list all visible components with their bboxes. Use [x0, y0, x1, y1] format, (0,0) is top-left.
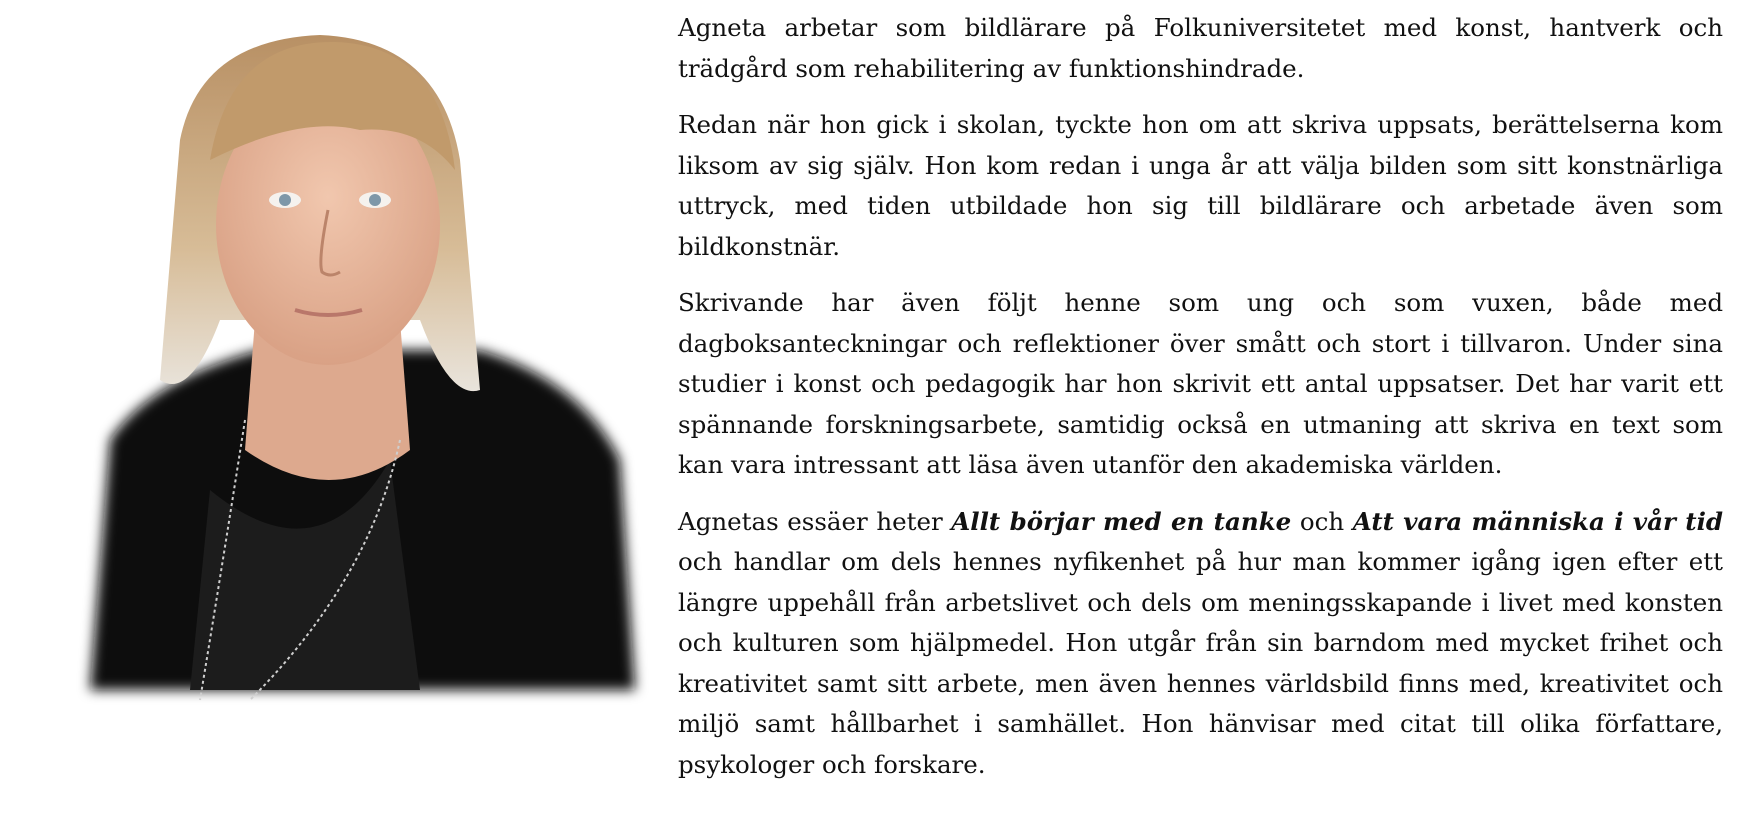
bio-text: [678, 8, 1723, 801]
essay-title-2: Att vara människa i vår tid: [1352, 506, 1724, 536]
bio-paragraph-3: Skrivande har även följt henne som ung och som vuxen, både med dagboksanteckningar och reflektioner över smått och stort i tillvaron. Under sina studier i konst och pedagogik har hon skrivit ett antal uppsatser. Det har varit ett spännande forskningsarbete, samtidig också en utmaning att skriva en text som kan vara intressant att läsa även utanför den akademiska världen.: [678, 288, 1723, 479]
author-portrait: [60, 20, 670, 790]
essay-conjunction: och: [1291, 506, 1353, 536]
bio-paragraph-1: Agneta arbetar som bildlärare på Folkuniversitetet med konst, hantverk och trädgård som rehabilitering av funktionshindrade.: [678, 13, 1723, 83]
bio-paragraph-2: Redan när hon gick i skolan, tyckte hon om att skriva uppsats, berättelserna kom liksom av sig själv. Hon kom redan i unga år att välja bilden som sitt konstnärliga uttryck, med tiden utbildade hon sig till bildlärare och arbetade även som bildkonstnär.: [678, 110, 1723, 261]
essay-intro: Agnetas essäer heter: [678, 506, 952, 536]
bio-paragraph-4: [678, 502, 1723, 786]
essay-title-1: Allt börjar med en tanke: [951, 506, 1292, 536]
essay-description: och handlar om dels hennes nyfikenhet på hur man kommer igång igen efter ett längre uppehåll från arbetslivet och dels om meningsskapande i livet med konsten och kulturen som hjälpmedel. Hon utgår från sin barndom med mycket frihet och kreativitet samt sitt arbete, men även hennes världsbild finns med, kreativitet och miljö samt hållbarhet i samhället. Hon hänvisar med citat till olika författare, psykologer och forskare.: [678, 547, 1723, 779]
